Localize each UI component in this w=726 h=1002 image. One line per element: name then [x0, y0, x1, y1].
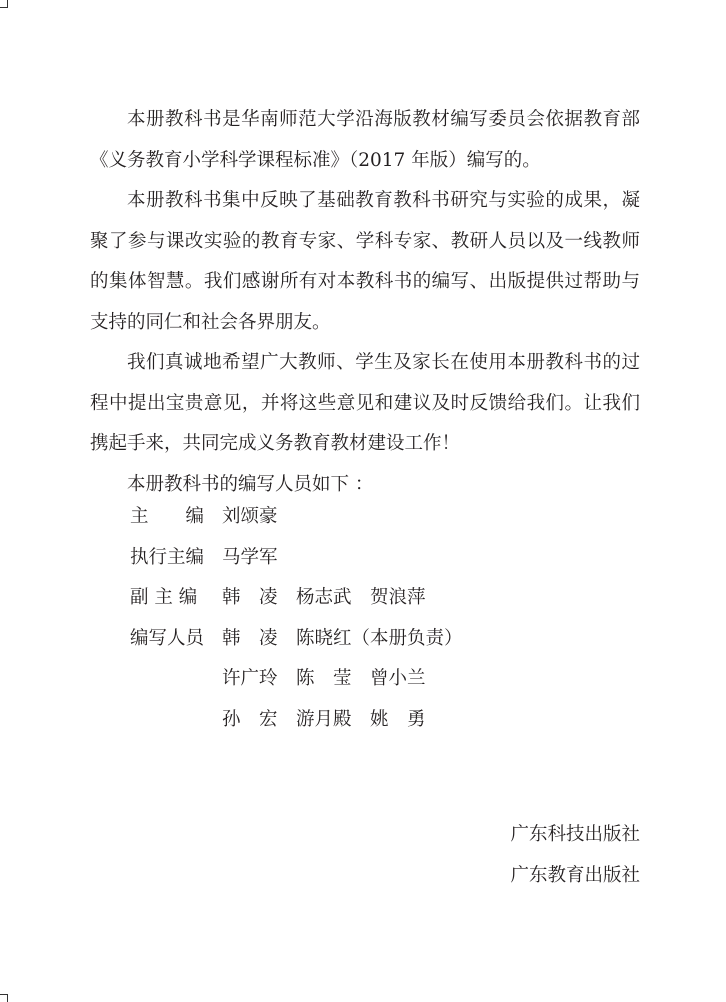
staff-names: 刘颂豪: [222, 506, 278, 527]
paragraph-basis: 本册教科书是华南师范大学沿海版教材编写委员会依据教育部《义务教育小学科学课程标准》（2017 年版）编写的。: [90, 109, 640, 171]
publisher-education: 广东教育出版社: [510, 864, 640, 886]
preface-text: [90, 100, 640, 505]
staff-row-writers-cont-2: [130, 700, 463, 741]
staff-names: 马学军: [222, 546, 278, 568]
paragraph-feedback: 我们真诚地希望广大教师、学生及家长在使用本册教科书的过程中提出宝贵意见，并将这些意见和建议及时反馈给我们。让我们携起手来，共同完成义务教育教材建设工作！: [90, 352, 640, 454]
staff-names: 孙 宏 游月殿 姚 勇: [222, 708, 426, 730]
paragraph-thanks: 本册教科书集中反映了基础教育教科书研究与实验的成果，凝聚了参与课改实验的教育专家、学科专家、教研人员以及一线教师的集体智慧。我们感谢所有对本教科书的编写、出版提供过帮助与支持的同仁和社会各界朋友。: [90, 190, 640, 333]
staff-role: 执行主编: [130, 546, 205, 568]
staff-names: 韩 凌 陈晓红（本册负责）: [222, 627, 463, 649]
staff-role: 主 编: [130, 506, 205, 527]
paragraph-staff-intro: 本册教科书的编写人员如下 ：: [127, 473, 374, 495]
staff-names: 许广玲 陈 莹 曾小兰: [222, 668, 426, 689]
crop-mark-bottom-left: [0, 994, 8, 1002]
staff-names: 韩 凌 杨志武 贺浪萍: [222, 587, 426, 608]
staff-row-writers-cont-1: [130, 659, 463, 700]
publisher-science-tech: 广东科技出版社: [510, 824, 640, 845]
staff-role: 副 主 编: [130, 587, 198, 608]
publisher-block: [510, 815, 640, 896]
staff-role: 编写人员: [130, 627, 205, 649]
staff-list: [130, 497, 463, 740]
staff-row-executive-editor: [130, 538, 463, 579]
staff-row-writers: [130, 619, 463, 660]
staff-row-chief-editor: [130, 497, 463, 538]
staff-row-deputy-editor: [130, 578, 463, 619]
crop-mark-top-left: [0, 0, 8, 8]
